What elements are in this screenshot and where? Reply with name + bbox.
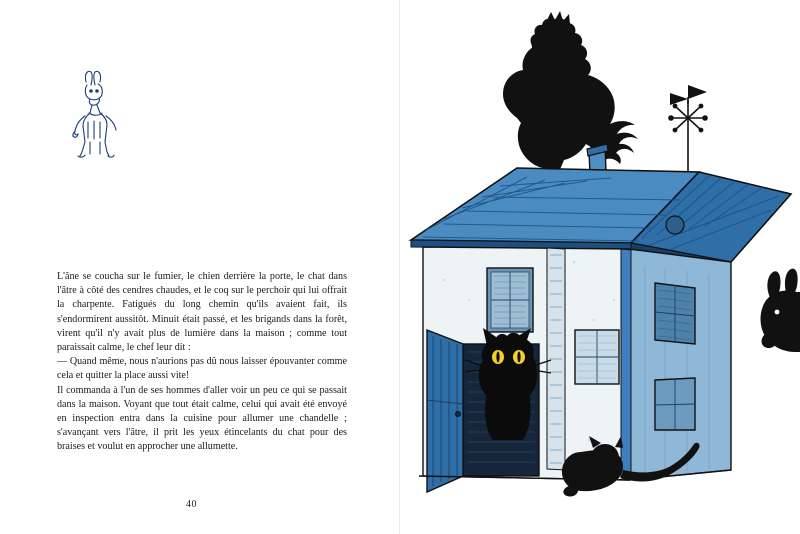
facade-side <box>629 249 731 480</box>
door-handle <box>455 411 460 416</box>
illustration <box>399 0 800 534</box>
round-window <box>666 216 684 234</box>
page-number: 40 <box>186 499 197 510</box>
window-lower-front <box>575 330 619 384</box>
doorway <box>427 328 551 492</box>
paragraph-2: — Quand même, nous n'aurions pas dû nous laisser épouvanter comme cela et quitter la place aussi vite! <box>57 356 347 382</box>
window-upper-left <box>487 268 533 332</box>
open-door <box>427 330 463 492</box>
left-page <box>0 0 399 534</box>
paragraph-3: Il commanda à l'un de ses hommes d'aller voir un peu ce qui se passait dans la maison. Voyant que tout était calme, celui qui avait été envoyé en inspection entra dans la cuisine pour allumer une chandelle ; s'avançant vers l'âtre, il prit les yeux étincelants du chat pour des braises et voulut en approcher une allumette. <box>57 384 347 453</box>
page-body-text <box>57 270 347 455</box>
window-side-upper <box>655 283 695 344</box>
house-with-blue-roof <box>411 168 791 492</box>
window-side-lower <box>655 378 695 430</box>
donkey-silhouette <box>761 269 800 352</box>
paragraph-1: L'âne se coucha sur le fumier, le chien derrière la porte, le chat dans l'âtre à côté des cendres chaudes, et le coq sur le perchoir qui lui offrait la charpente. Fatigués du long chemin qu'ils avaient fait, ils s'endormirent aussitôt. Minuit était passé, et les brigands dans la forêt, virent qu'il n'y avait plus de lumière dans la maison ; comme tout paraissait calme, le chef leur dit : <box>57 271 347 354</box>
donkey-figure-sketch <box>66 68 136 158</box>
weather-vane <box>669 85 707 175</box>
